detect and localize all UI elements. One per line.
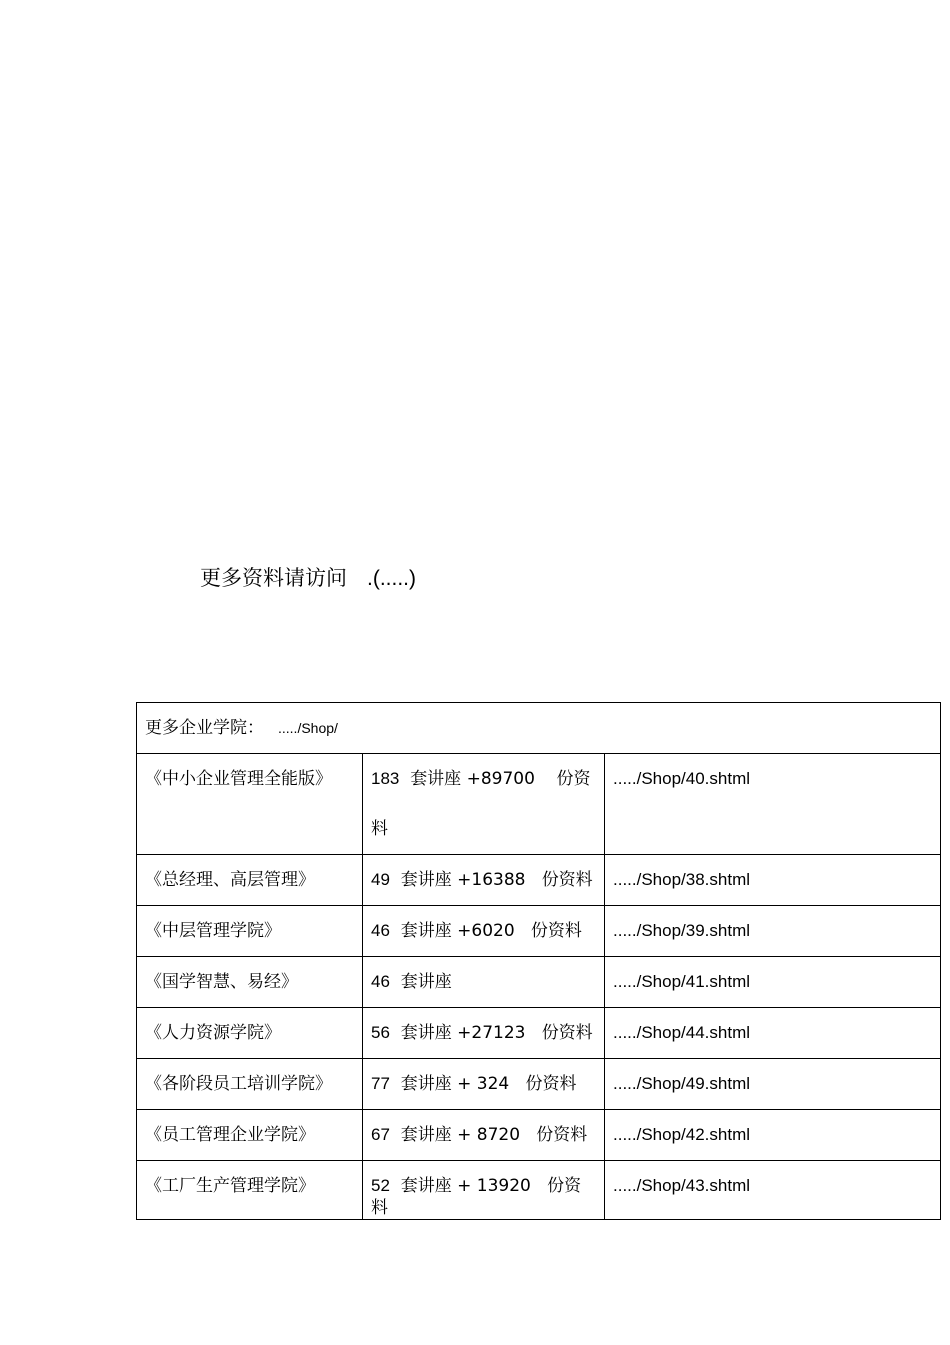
table-row <box>137 957 941 1008</box>
row-count <box>363 855 605 906</box>
row-count-number: 52 <box>371 1176 390 1195</box>
table-row <box>137 754 941 855</box>
row-count-text: 套讲座 + 324 <box>400 1074 510 1094</box>
header-url[interactable]: ...../Shop/ <box>278 720 338 736</box>
row-url[interactable]: ...../Shop/39.shtml <box>605 906 941 957</box>
row-url[interactable]: ...../Shop/42.shtml <box>605 1110 941 1161</box>
row-count-number: 56 <box>371 1023 390 1042</box>
visit-text: 更多资料请访问 <box>200 566 347 590</box>
row-count-suffix: 份资料 <box>371 1176 582 1218</box>
table-row <box>137 1110 941 1161</box>
row-title: 《各阶段员工培训学院》 <box>137 1059 363 1110</box>
row-count <box>363 906 605 957</box>
row-url[interactable]: ...../Shop/38.shtml <box>605 855 941 906</box>
visit-url[interactable]: .(.....) <box>367 567 416 590</box>
visit-notice <box>200 562 416 595</box>
row-count <box>363 1161 605 1220</box>
row-count-number: 49 <box>371 870 390 889</box>
row-count-text: 套讲座 + 13920 <box>400 1176 531 1196</box>
table-row <box>137 906 941 957</box>
row-url[interactable]: ...../Shop/43.shtml <box>605 1161 941 1220</box>
row-count-suffix: 份资料 <box>541 1023 593 1043</box>
course-catalog-table <box>136 702 941 1220</box>
row-count-text: 套讲座 +16388 <box>400 870 526 890</box>
row-title: 《国学智慧、易经》 <box>137 957 363 1008</box>
table-row <box>137 855 941 906</box>
table-row <box>137 1008 941 1059</box>
row-url[interactable]: ...../Shop/44.shtml <box>605 1008 941 1059</box>
row-title: 《人力资源学院》 <box>137 1008 363 1059</box>
table-row <box>137 1161 941 1220</box>
row-count-number: 46 <box>371 921 390 940</box>
row-count <box>363 1008 605 1059</box>
row-count-number: 46 <box>371 972 390 991</box>
row-count <box>363 957 605 1008</box>
row-count <box>363 1110 605 1161</box>
row-count-number: 67 <box>371 1125 390 1144</box>
row-title: 《中层管理学院》 <box>137 906 363 957</box>
row-count-text: 套讲座 <box>400 972 452 992</box>
row-count-suffix: 份资料 <box>371 769 591 839</box>
row-count-number: 77 <box>371 1074 390 1093</box>
row-title: 《总经理、高层管理》 <box>137 855 363 906</box>
row-title: 《中小企业管理全能版》 <box>137 754 363 855</box>
header-label: 更多企业学院： <box>145 718 264 738</box>
row-count-text: 套讲座 +27123 <box>400 1023 526 1043</box>
row-count-suffix: 份资料 <box>536 1125 588 1145</box>
row-url[interactable]: ...../Shop/49.shtml <box>605 1059 941 1110</box>
table-header-row <box>137 703 941 754</box>
row-title: 《员工管理企业学院》 <box>137 1110 363 1161</box>
table-row <box>137 1059 941 1110</box>
row-count-suffix: 份资料 <box>541 870 593 890</box>
row-count-text: 套讲座 + 8720 <box>400 1125 521 1145</box>
header-cell <box>137 703 941 754</box>
row-count <box>363 1059 605 1110</box>
row-count-suffix: 份资料 <box>530 921 582 941</box>
row-count <box>363 754 605 855</box>
row-url[interactable]: ...../Shop/41.shtml <box>605 957 941 1008</box>
row-count-text: 套讲座 +6020 <box>400 921 515 941</box>
row-title: 《工厂生产管理学院》 <box>137 1161 363 1220</box>
row-count-text: 套讲座 +89700 <box>410 769 535 789</box>
row-count-number: 183 <box>371 769 400 788</box>
row-count-suffix: 份资料 <box>525 1074 577 1094</box>
row-url[interactable]: ...../Shop/40.shtml <box>605 754 941 855</box>
